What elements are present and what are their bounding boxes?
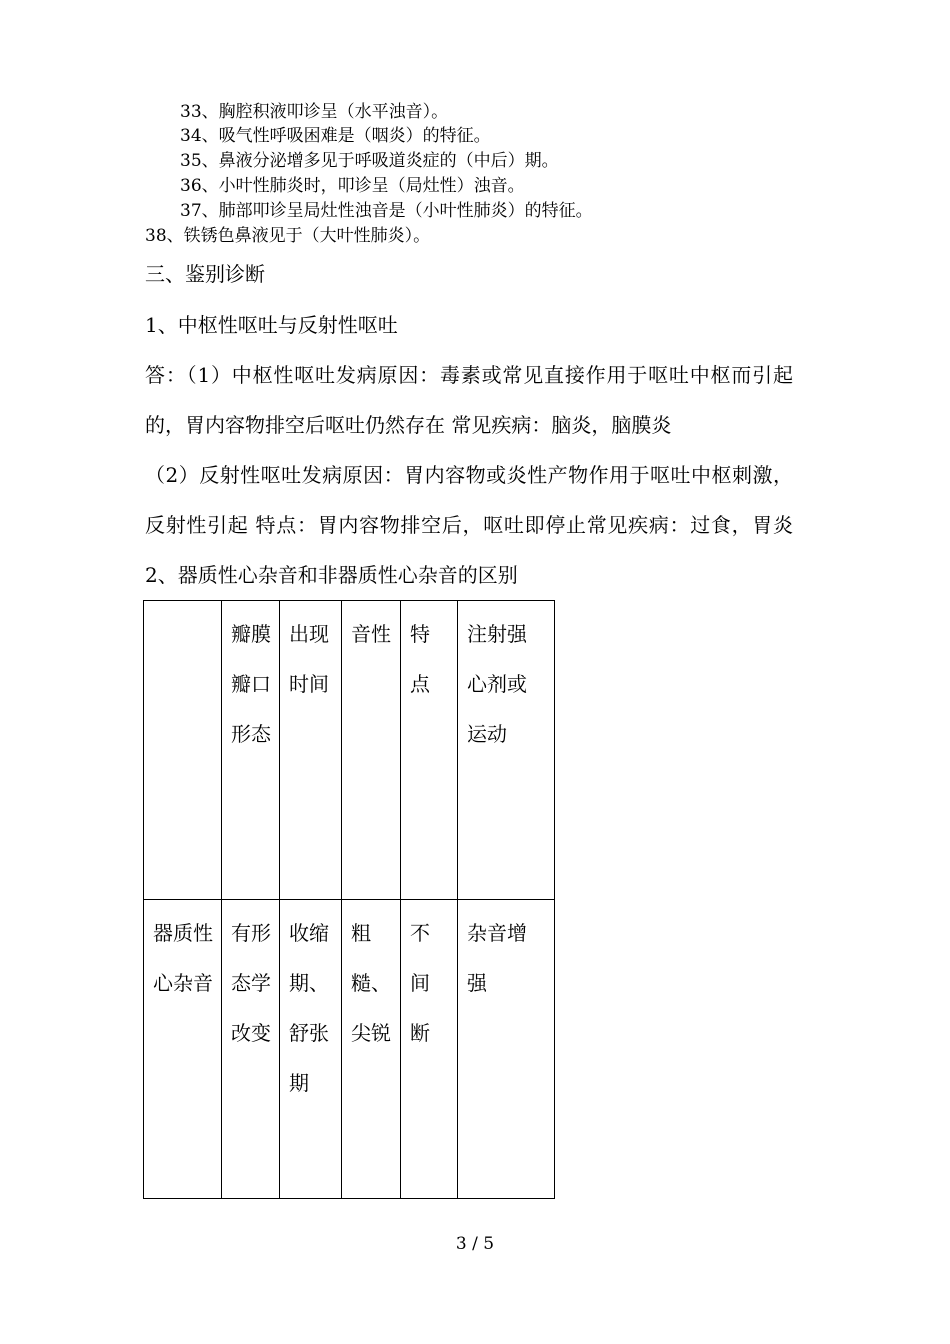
question-1-title: 1、中枢性呕吐与反射性呕吐 [145,313,398,337]
answer-line-34: 34、吸气性呼吸困难是（咽炎）的特征。 [180,126,491,146]
table-cell: 杂音增强 [458,900,555,1199]
table-cell: 收缩期、舒张期 [280,900,342,1199]
table-cell: 不间断 [401,900,458,1199]
page-number: 3 / 5 [455,1234,495,1254]
table-header-row [144,601,555,900]
table-header-cell: 出现时间 [280,601,342,900]
question-1-answer-line: 反射性引起 特点：胃内容物排空后，呕吐即停止常见疾病：过食，胃炎 [145,513,793,537]
table-header-cell: 注射强心剂或运动 [458,601,555,900]
answer-line-33: 33、胸腔积液叩诊呈（水平浊音）。 [180,102,449,122]
table-cell: 有形态学改变 [222,900,280,1199]
table-cell: 粗糙、尖锐 [342,900,401,1199]
answer-line-38: 38、铁锈色鼻液见于（大叶性肺炎）。 [145,226,431,246]
question-1-answer-line: 答：（1）中枢性呕吐发病原因：毒素或常见直接作用于呕吐中枢而引起 [145,363,793,387]
table-header-cell: 瓣膜瓣口形态 [222,601,280,900]
question-1-answer-line: 的，胃内容物排空后呕吐仍然存在 常见疾病：脑炎，脑膜炎 [145,413,672,437]
question-2-title: 2、器质性心杂音和非器质性心杂音的区别 [145,563,518,587]
answer-line-37: 37、肺部叩诊呈局灶性浊音是（小叶性肺炎）的特征。 [180,201,593,221]
section-title: 三、鉴别诊断 [145,262,265,286]
answer-line-36: 36、小叶性肺炎时，叩诊呈（局灶性）浊音。 [180,176,525,196]
table-cell: 器质性心杂音 [144,900,222,1199]
question-1-answer-line: （2）反射性呕吐发病原因：胃内容物或炎性产物作用于呕吐中枢刺激， [145,463,793,487]
table-header-cell [144,601,222,900]
murmur-comparison-table [143,600,555,1199]
answer-line-35: 35、鼻液分泌增多见于呼吸道炎症的（中后）期。 [180,151,559,171]
table-row [144,900,555,1199]
table-header-cell: 音性 [342,601,401,900]
table-header-cell: 特点 [401,601,458,900]
